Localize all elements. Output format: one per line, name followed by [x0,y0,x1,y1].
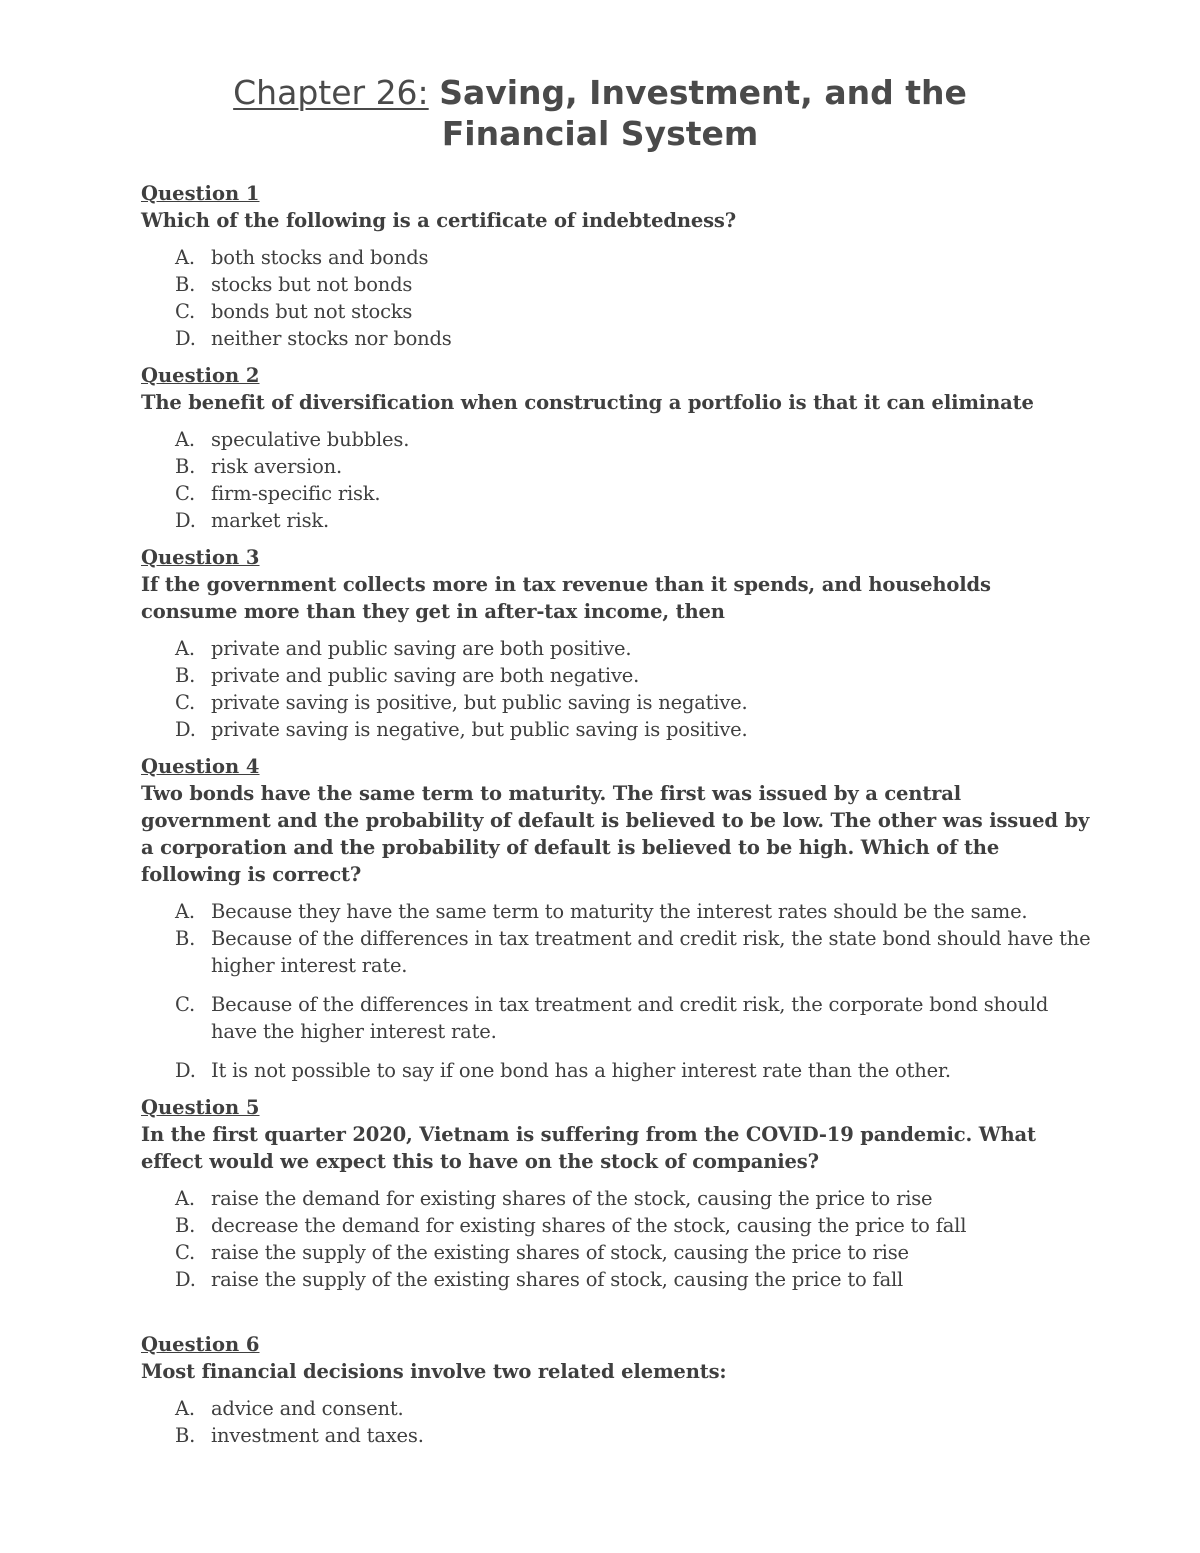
option-letter: C. [175,691,196,714]
option-c [141,1239,1091,1266]
option-text: raise the demand for existing shares of the stock, causing the price to rise [211,1187,933,1210]
option-letter: A. [175,900,195,923]
option-letter: C. [175,993,196,1016]
option-text: neither stocks nor bonds [211,327,452,350]
option-text: stocks but not bonds [211,273,413,296]
question-text: In the first quarter 2020, Vietnam is suffering from the COVID-19 pandemic. What effect would we expect this to have on the stock of companies? [141,1123,1036,1173]
option-list [141,244,1091,352]
option-list [141,1395,1091,1449]
option-letter: B. [175,455,196,478]
question-text: If the government collects more in tax revenue than it spends, and households consume more than they get in after-tax income, then [141,573,991,623]
option-b [141,1212,1091,1239]
option-text: private saving is negative, but public saving is positive. [211,718,748,741]
question-4 [141,753,1091,1084]
option-a [141,898,1091,925]
option-text: Because of the differences in tax treatment and credit risk, the corporate bond should have the higher interest rate. [211,993,1049,1043]
option-d [141,716,1091,743]
option-c [141,689,1091,716]
option-a [141,426,1091,453]
chapter-number: Chapter 26: [233,73,429,112]
option-list [141,898,1091,1084]
question-list [141,180,1091,1459]
option-b [141,271,1091,298]
option-letter: A. [175,637,195,660]
question-text: Most financial decisions involve two related elements: [141,1360,727,1383]
option-d [141,507,1091,534]
option-a [141,244,1091,271]
option-a [141,1185,1091,1212]
option-b [141,662,1091,689]
option-text: raise the supply of the existing shares of stock, causing the price to fall [211,1268,904,1291]
option-d [141,1057,1091,1084]
option-list [141,635,1091,743]
question-label: Question 3 [141,546,260,569]
question-label: Question 2 [141,364,260,387]
question-label: Question 5 [141,1096,260,1119]
option-text: Because of the differences in tax treatment and credit risk, the state bond should have the higher interest rate. [211,927,1091,977]
option-c [141,298,1091,325]
option-letter: D. [175,1059,196,1082]
option-letter: C. [175,482,196,505]
option-letter: A. [175,246,195,269]
option-c [141,480,1091,507]
option-b [141,925,1091,979]
question-3 [141,544,1091,743]
option-a [141,1395,1091,1422]
option-text: risk aversion. [211,455,343,478]
question-text: The benefit of diversification when constructing a portfolio is that it can eliminate [141,391,1034,414]
blank-line [141,1303,1091,1331]
question-2 [141,362,1091,534]
option-letter: A. [175,428,195,451]
option-b [141,1422,1091,1449]
question-text: Which of the following is a certificate of indebtedness? [141,209,737,232]
question-label: Question 1 [141,182,260,205]
option-b [141,453,1091,480]
option-letter: B. [175,664,196,687]
question-text: Two bonds have the same term to maturity. The first was issued by a central government and the probability of default is believed to be low. The other was issued by a corporation and the probability of default is believed to be high. Which of the following is correct? [141,782,1090,886]
option-c [141,991,1091,1045]
option-letter: B. [175,1214,196,1237]
title-line-1 [0,72,1200,113]
option-letter: D. [175,718,196,741]
option-text: market risk. [211,509,330,532]
option-letter: A. [175,1187,195,1210]
option-letter: B. [175,1424,196,1447]
option-text: advice and consent. [211,1397,404,1420]
option-text: decrease the demand for existing shares of the stock, causing the price to fall [211,1214,967,1237]
question-5 [141,1094,1091,1293]
option-letter: D. [175,1268,196,1291]
option-text: bonds but not stocks [211,300,413,323]
option-text: private and public saving are both positive. [211,637,632,660]
option-letter: C. [175,300,196,323]
option-text: firm-specific risk. [211,482,381,505]
question-label: Question 4 [141,755,260,778]
chapter-title-line-1: Saving, Investment, and the [439,73,967,112]
option-a [141,635,1091,662]
option-letter: D. [175,509,196,532]
option-text: both stocks and bonds [211,246,429,269]
option-list [141,426,1091,534]
option-list [141,1185,1091,1293]
page-title [0,72,1200,154]
option-letter: C. [175,1241,196,1264]
option-d [141,325,1091,352]
option-text: private and public saving are both negative. [211,664,640,687]
option-letter: D. [175,327,196,350]
option-letter: B. [175,273,196,296]
question-6 [141,1331,1091,1449]
chapter-title-line-2: Financial System [441,114,759,153]
option-text: speculative bubbles. [211,428,410,451]
option-text: private saving is positive, but public saving is negative. [211,691,748,714]
option-d [141,1266,1091,1293]
question-label: Question 6 [141,1333,260,1356]
option-letter: B. [175,927,196,950]
option-text: raise the supply of the existing shares of stock, causing the price to rise [211,1241,909,1264]
option-text: investment and taxes. [211,1424,424,1447]
question-1 [141,180,1091,352]
option-text: Because they have the same term to maturity the interest rates should be the same. [211,900,1028,923]
option-letter: A. [175,1397,195,1420]
option-text: It is not possible to say if one bond has a higher interest rate than the other. [211,1059,951,1082]
